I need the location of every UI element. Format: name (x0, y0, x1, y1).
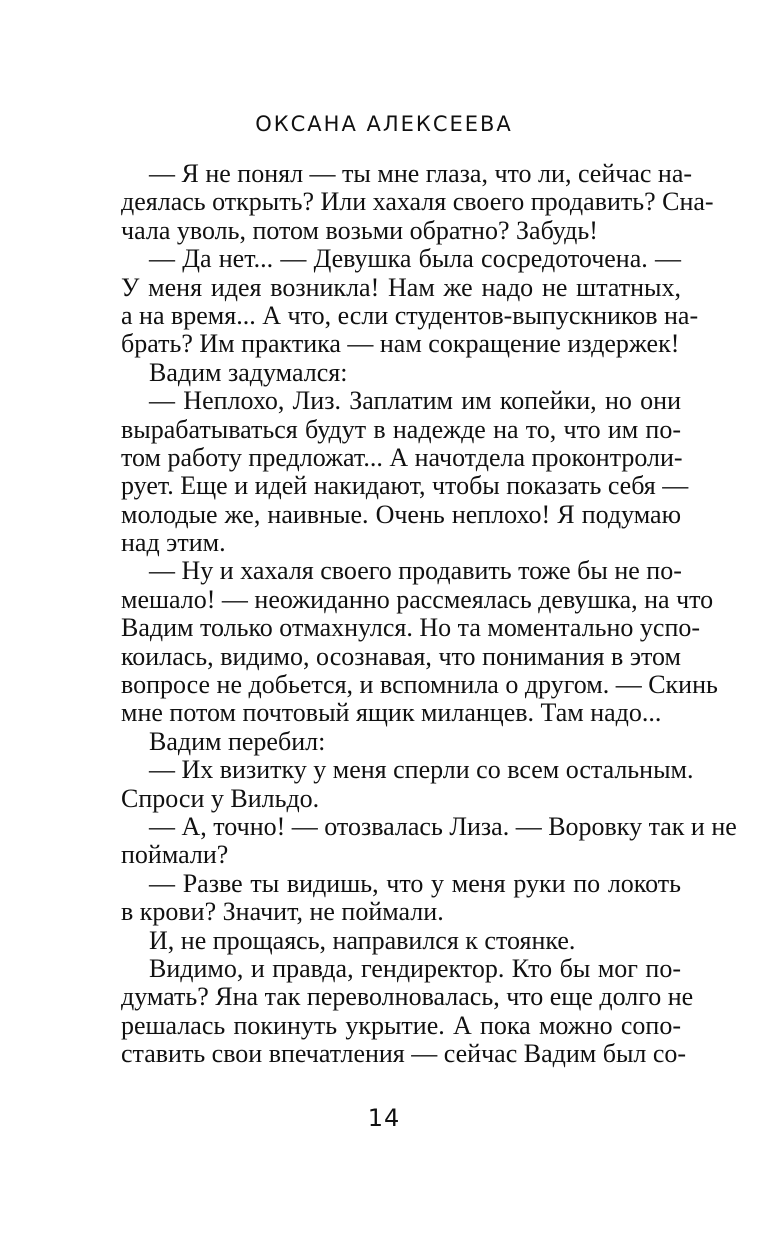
text-line: думать? Яна так переволновалась, что еще долго не (121, 982, 694, 1012)
text-line: том работу предложат... А начотдела проконтроли- (121, 442, 683, 472)
text-line: — Да нет... — Девушка была сосредоточена. — (149, 244, 681, 274)
text-line: мешало! — неожиданно рассмеялась девушка, на что (121, 584, 714, 614)
text-line: в крови? Значит, не поймали. (121, 897, 444, 927)
text-line: рует. Еще и идей накидают, чтобы показать себя — (121, 471, 689, 501)
text-line: поймали? (121, 840, 229, 870)
text-line: вопросе не добьется, и вспомнила о другом. — Скинь (121, 670, 718, 700)
running-head-author: ОКСАНА АЛЕКСЕЕВА (255, 112, 513, 136)
text-line: молодые же, наивные. Очень неплохо! Я подумаю (121, 499, 681, 529)
text-line: деялась открыть? Или хахаля своего продавить? Сна- (121, 187, 714, 217)
text-line: Видимо, и правда, гендиректор. Кто бы мог по- (149, 953, 681, 983)
text-line: вырабатываться будут в надежде на то, что им по- (121, 414, 681, 444)
body-text (121, 159, 737, 1069)
text-line: У меня идея возникла! Нам же надо не штатных, (121, 272, 681, 302)
text-line: ставить свои впечатления — сейчас Вадим был со- (121, 1039, 687, 1069)
text-line: — Я не понял — ты мне глаза, что ли, сейчас на- (149, 159, 693, 188)
text-line: Вадим перебил: (149, 726, 326, 756)
page-number: 14 (367, 1104, 401, 1132)
text-line: И, не прощаясь, направился к стоянке. (149, 925, 576, 955)
text-line: брать? Им практика — нам сокращение издержек! (121, 329, 680, 359)
text-line: Спроси у Вильдо. (121, 783, 320, 813)
text-line: — Разве ты видишь, что у меня руки по локоть (149, 868, 681, 898)
text-line: Вадим задумался: (149, 357, 348, 387)
text-line: мне потом почтовый ящик миланцев. Там надо... (121, 698, 662, 728)
text-line: — Неплохо, Лиз. Заплатим им копейки, но они (149, 386, 681, 416)
text-line: над этим. (121, 528, 226, 558)
text-line: а на время... А что, если студентов-выпускников на- (121, 300, 699, 330)
text-line: — Их визитку у меня сперли со всем остальным. (149, 755, 694, 785)
text-line: чала уволь, потом возьми обратно? Забудь! (121, 215, 598, 245)
text-line: решалась покинуть укрытие. А пока можно сопо- (121, 1010, 681, 1040)
text-line: коилась, видимо, осознавая, что понимания в этом (121, 641, 681, 671)
text-line: Вадим только отмахнулся. Но та моментально успо- (121, 613, 701, 643)
text-line: — А, точно! — отозвалась Лиза. — Воровку так и не (149, 811, 737, 841)
text-line: — Ну и хахаля своего продавить тоже бы не по- (149, 556, 682, 586)
